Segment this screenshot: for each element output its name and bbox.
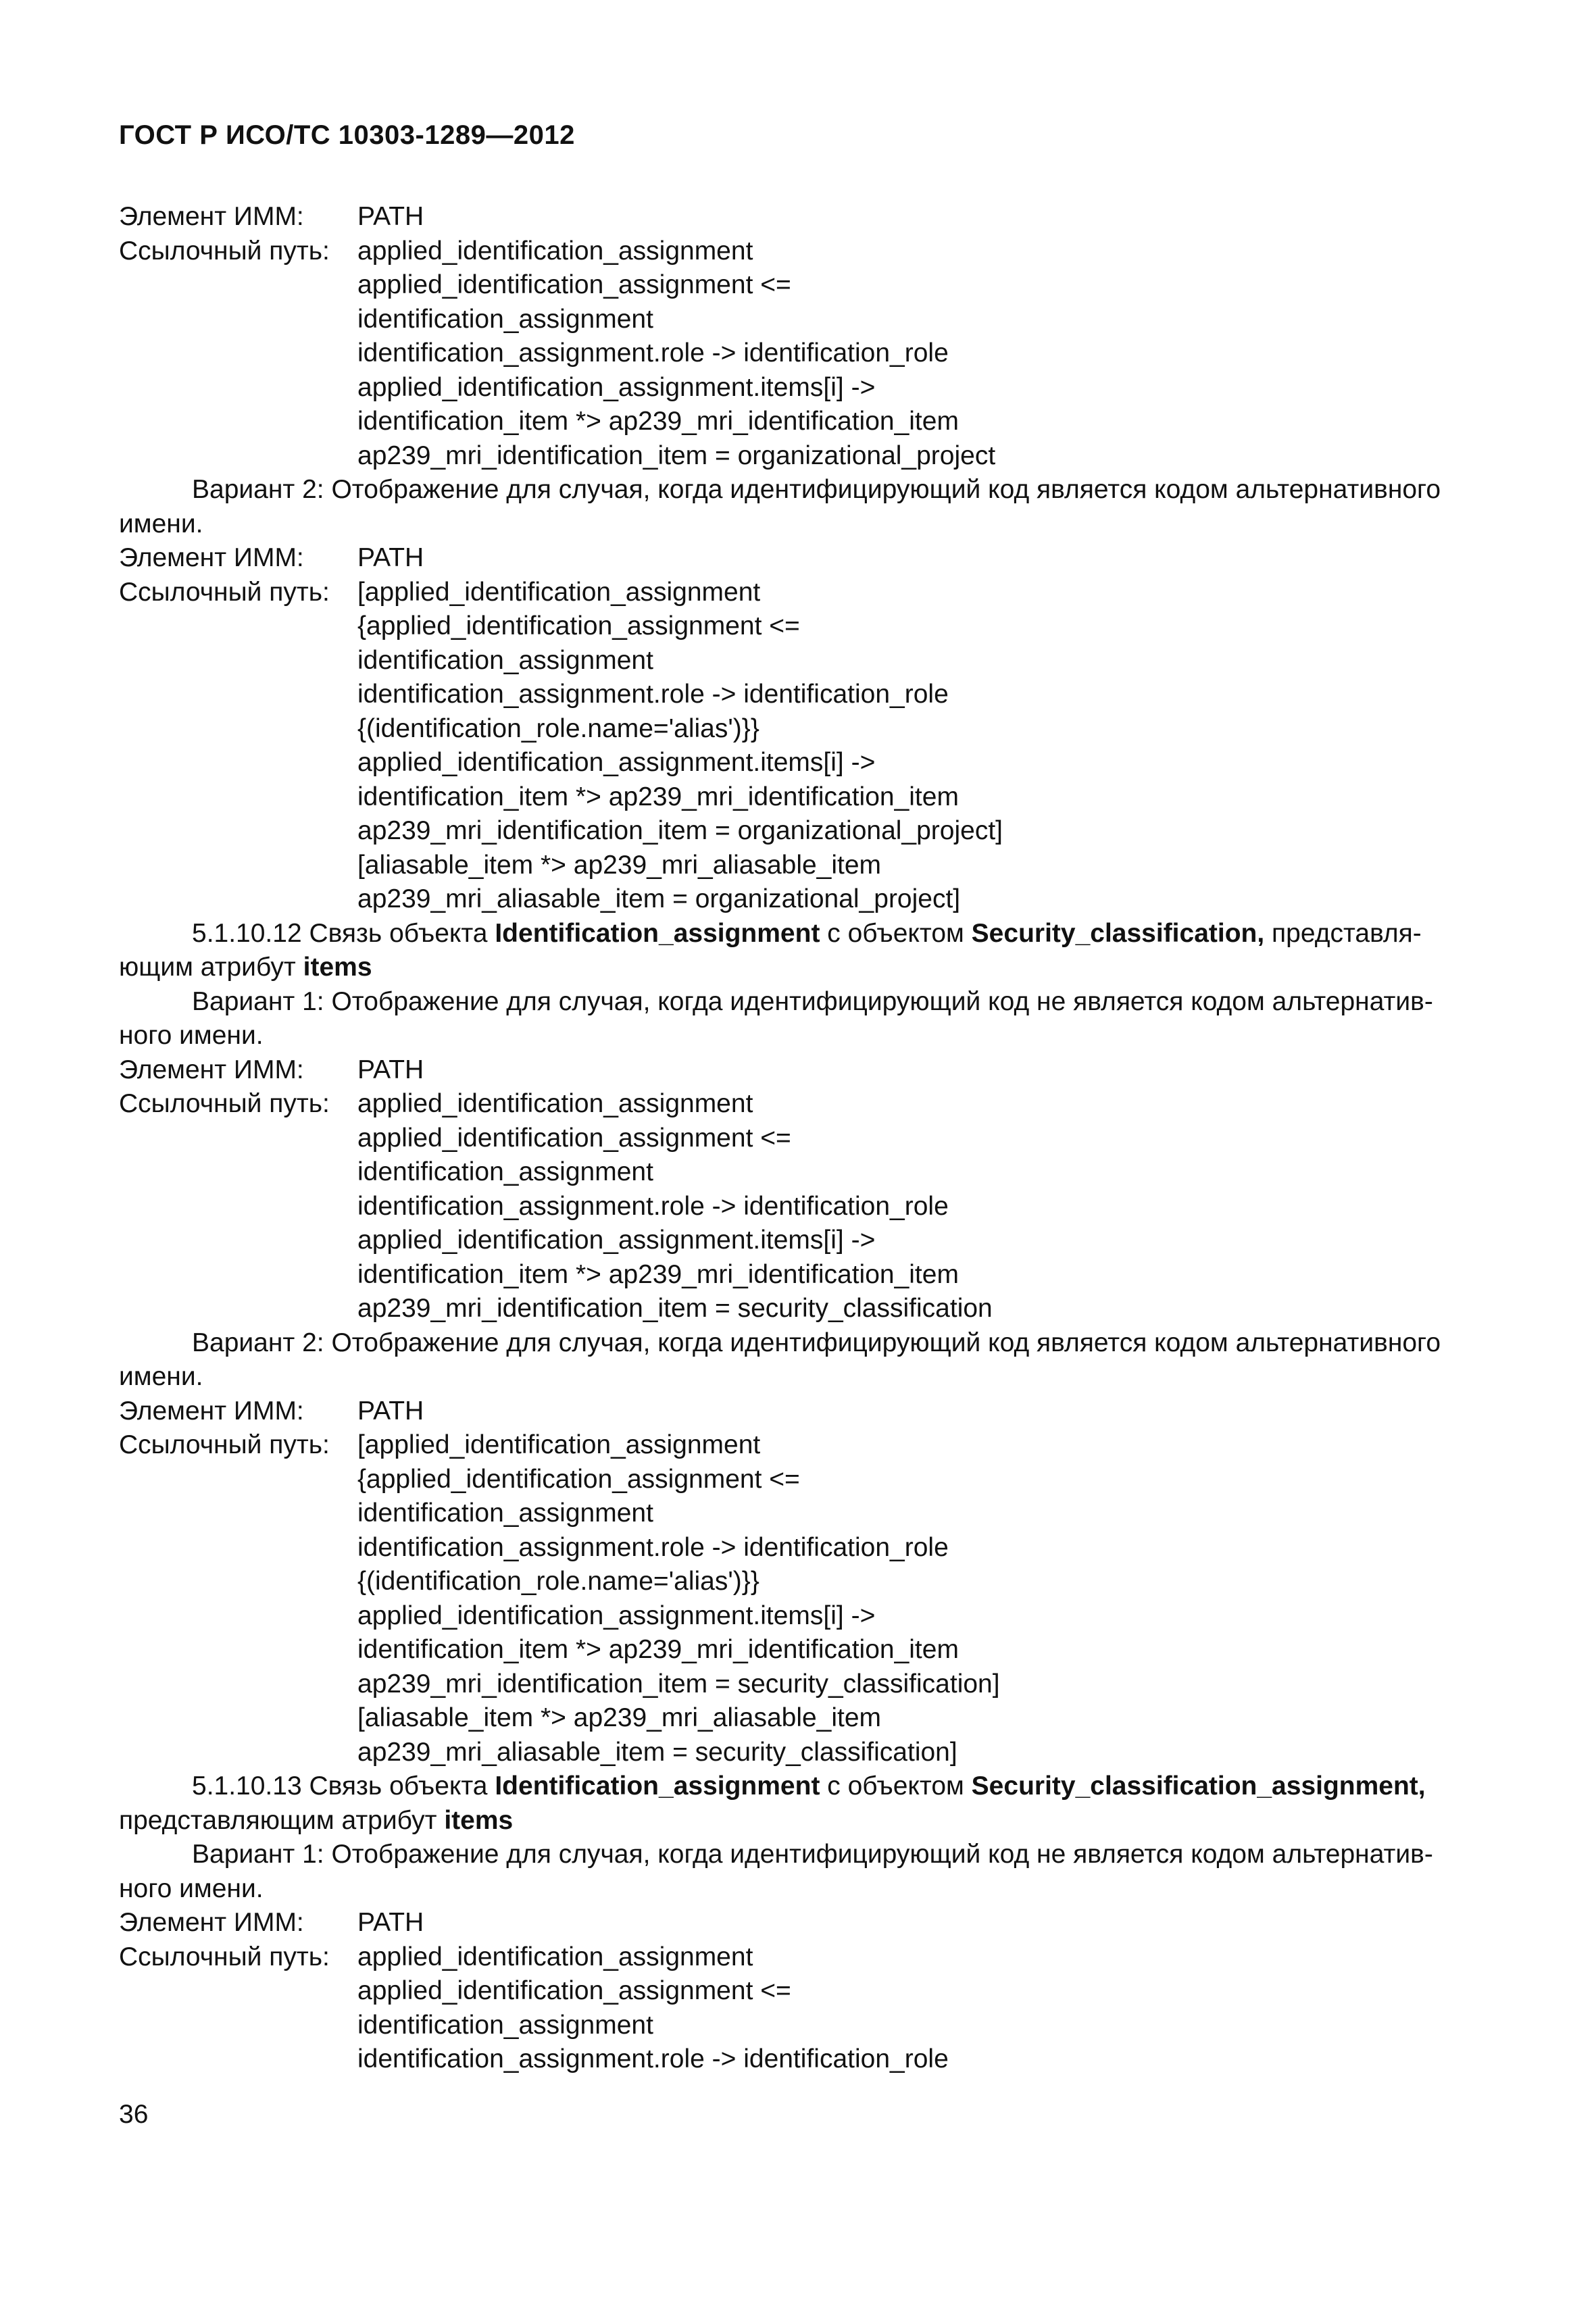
path-line: ap239_mri_identification_item = organizational_project	[357, 441, 996, 470]
path-label: Ссылочный путь:	[119, 1430, 330, 1459]
element-label: Элемент ИММ:	[119, 1396, 304, 1426]
path-line: identification_assignment	[357, 2010, 653, 2040]
path-line: identification_assignment	[357, 645, 653, 675]
section-heading	[119, 1769, 1477, 1804]
variant-paragraph-continuation: ного имени.	[119, 1873, 264, 1903]
path-line: identification_assignment.role -> identification_role	[357, 1191, 949, 1221]
path-line: identification_item *> ap239_mri_identification_item	[357, 407, 959, 436]
variant-paragraph: Вариант 1: Отображение для случая, когда идентифицирующий код не является кодом альтернатив-	[192, 1840, 1433, 1869]
path-row	[119, 234, 1477, 269]
path-row	[119, 1087, 1477, 1122]
path-line: identification_assignment.role -> identification_role	[357, 2044, 949, 2073]
element-value: PATH	[357, 1396, 424, 1426]
path-row	[119, 1940, 1477, 1975]
element-label: Элемент ИММ:	[119, 1055, 304, 1084]
section-text: представляющим атрибут	[119, 1805, 445, 1835]
path-line: applied_identification_assignment.items[i] ->	[357, 1601, 876, 1630]
path-line: identification_item *> ap239_mri_identification_item	[357, 782, 959, 811]
path-line: {applied_identification_assignment <=	[357, 611, 800, 640]
path-line: ap239_mri_identification_item = organizational_project]	[357, 816, 1003, 845]
element-row	[119, 541, 1477, 576]
section-text: ющим атрибут	[119, 953, 303, 982]
path-row	[119, 1428, 1477, 1463]
path-line: {applied_identification_assignment <=	[357, 1464, 800, 1494]
element-row	[119, 1906, 1477, 1940]
attribute-name: items	[303, 953, 372, 982]
element-label: Элемент ИММ:	[119, 202, 304, 231]
path-line: applied_identification_assignment	[357, 1942, 753, 1971]
path-line: identification_item *> ap239_mri_identification_item	[357, 1635, 959, 1664]
element-label: Элемент ИММ:	[119, 1908, 304, 1937]
path-line: applied_identification_assignment	[357, 1089, 753, 1118]
variant-paragraph-continuation: имени.	[119, 509, 203, 538]
path-label: Ссылочный путь:	[119, 577, 330, 607]
path-line: identification_assignment.role -> identification_role	[357, 680, 949, 709]
variant-paragraph: Вариант 2: Отображение для случая, когда идентифицирующий код является кодом альтернативного	[192, 475, 1441, 504]
document-header: ГОСТ Р ИСО/ТС 10303-1289—2012	[119, 120, 575, 150]
element-label: Элемент ИММ:	[119, 543, 304, 572]
element-value: PATH	[357, 202, 424, 231]
path-line: ap239_mri_aliasable_item = security_classification]	[357, 1737, 957, 1767]
path-line: applied_identification_assignment.items[i] ->	[357, 372, 876, 402]
path-line: [aliasable_item *> ap239_mri_aliasable_item	[357, 1703, 882, 1732]
path-line: applied_identification_assignment <=	[357, 270, 791, 299]
path-line: identification_item *> ap239_mri_identification_item	[357, 1259, 959, 1289]
element-row	[119, 1053, 1477, 1088]
path-line: applied_identification_assignment.items[i] ->	[357, 1226, 876, 1255]
section-number: 5.1.10.13 Связь объекта	[192, 1771, 495, 1801]
section-heading	[119, 917, 1477, 951]
section-text: представля-	[1264, 918, 1422, 948]
path-row	[119, 576, 1477, 610]
variant-paragraph-continuation: имени.	[119, 1362, 203, 1391]
path-line: {(identification_role.name='alias')}}	[357, 713, 759, 743]
variant-paragraph: Вариант 1: Отображение для случая, когда идентифицирующий код не является кодом альтернатив-	[192, 986, 1433, 1016]
element-row	[119, 1394, 1477, 1429]
path-line: applied_identification_assignment	[357, 236, 753, 266]
variant-paragraph-continuation: ного имени.	[119, 1021, 264, 1050]
path-label: Ссылочный путь:	[119, 1942, 330, 1971]
document-body	[119, 200, 1477, 2077]
entity-name: Security_classification,	[971, 918, 1265, 948]
path-line: identification_assignment	[357, 304, 653, 334]
path-line: applied_identification_assignment <=	[357, 1123, 791, 1153]
section-text: с объектом	[820, 918, 972, 948]
path-line: identification_assignment	[357, 1499, 653, 1528]
entity-name: Identification_assignment	[495, 1771, 820, 1801]
path-line: [aliasable_item *> ap239_mri_aliasable_item	[357, 850, 882, 880]
section-heading-continuation	[119, 1804, 1477, 1838]
section-text: с объектом	[820, 1771, 972, 1801]
path-line: identification_assignment.role -> identification_role	[357, 1532, 949, 1562]
variant-paragraph: Вариант 2: Отображение для случая, когда идентифицирующий код является кодом альтернативного	[192, 1328, 1441, 1357]
path-line: ap239_mri_identification_item = security_classification]	[357, 1669, 1000, 1699]
path-line: identification_assignment	[357, 1157, 653, 1186]
path-line: applied_identification_assignment.items[i] ->	[357, 748, 876, 777]
page-number: 36	[119, 2100, 149, 2129]
element-row	[119, 200, 1477, 234]
element-value: PATH	[357, 1908, 424, 1937]
section-number: 5.1.10.12 Связь объекта	[192, 918, 495, 948]
path-line: identification_assignment.role -> identification_role	[357, 338, 949, 368]
entity-name: Identification_assignment	[495, 918, 820, 948]
path-line: {(identification_role.name='alias')}}	[357, 1567, 759, 1596]
path-line: [applied_identification_assignment	[357, 1430, 761, 1459]
path-label: Ссылочный путь:	[119, 236, 330, 266]
section-heading-continuation	[119, 951, 1477, 985]
path-line: ap239_mri_aliasable_item = organizational_project]	[357, 884, 961, 913]
path-line: ap239_mri_identification_item = security_classification	[357, 1294, 993, 1323]
path-line: applied_identification_assignment <=	[357, 1976, 791, 2005]
path-line: [applied_identification_assignment	[357, 577, 761, 607]
entity-name: Security_classification_assignment,	[971, 1771, 1426, 1801]
path-label: Ссылочный путь:	[119, 1089, 330, 1118]
element-value: PATH	[357, 543, 424, 572]
attribute-name: items	[444, 1805, 514, 1835]
element-value: PATH	[357, 1055, 424, 1084]
